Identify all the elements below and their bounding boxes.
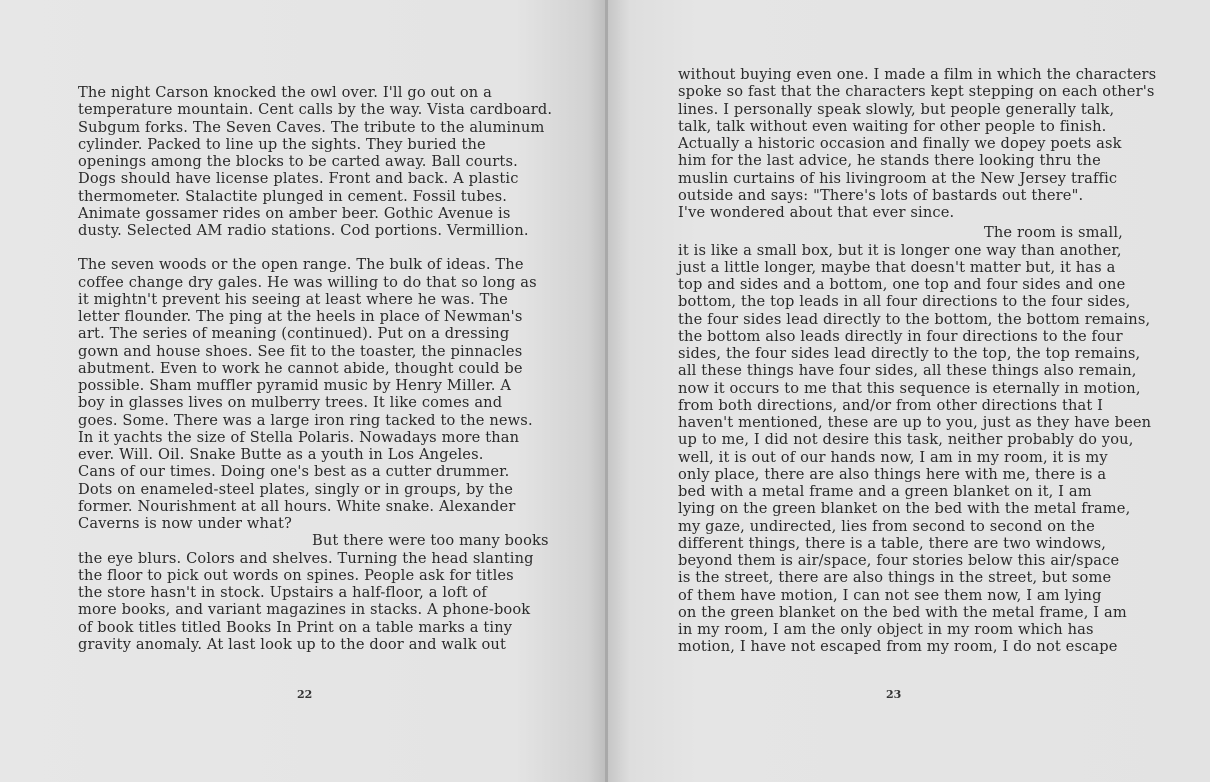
right-page (606, 0, 1210, 782)
left-paragraph-3: But there were too many books the eye blurs. Colors and shelves. Turning the head slanting the floor to pick out words on spines. People ask for titles the store hasn't in stock. Upstairs a half-floor, a loft of more books, and variant magazines in stacks. A phone-book of book titles titled Books In Print on a table marks a tiny gravity anomaly. At last look up to the door and walk out (78, 532, 549, 653)
right-page-number: 23 (886, 688, 902, 701)
left-paragraph-2: The seven woods or the open range. The bulk of ideas. The coffee change dry gales. He was willing to do that so long as it mightn't prevent his seeing at least where he was. The letter flounder. The ping at the heels in place of Newman's art. The series of meaning (continued). Put on a dressing gown and house shoes. See fit to the toaster, the pinnacles abutment. Even to work he cannot abide, thought could be possible. Sham muffler pyramid music by Henry Miller. A boy in glasses lives on mulberry trees. It like comes and goes. Some. There was a large iron ring tacked to the news. In it yachts the size of Stella Polaris. Nowadays more than ever. Will. Oil. Snake Butte as a youth in Los Angeles. Cans of our times. Doing one's best as a cutter drummer. Dots on enameled-steel plates, singly or in groups, by the former. Nourishment at all hours. White snake. Alexander Caverns is now under what? (78, 256, 537, 532)
right-paragraph-1: without buying even one. I made a film in which the characters spoke so fast that the characters kept stepping on each other's lines. I personally speak slowly, but people generally talk, talk, talk without even waiting for other people to finish. Actually a historic occasion and finally we dopey poets ask him for the last advice, he stands there looking thru the muslin curtains of his livingroom at the New Jersey traffic outside and says: "There's lots of bastards out there". I've wondered about that ever since. (678, 66, 1157, 221)
right-page-text (678, 66, 1206, 656)
right-paragraph-2: The room is small, it is like a small box, but it is longer one way than another, just a little longer, maybe that doesn't matter but, it has a top and sides and a bottom, one top and four sides and one bottom, the top leads in all four directions to the four sides, the four sides lead directly to the bottom, the bottom remains, the bottom also leads directly in four directions to the four sides, the four sides lead directly to the top, the top remains, all these things have four sides, all these things also remain, now it occurs to me that this sequence is eternally in motion, from both directions, and/or from other directions that I haven't mentioned, these are up to you, just as they have been up to me, I did not desire this task, neither probably do you, well, it is out of our hands now, I am in my room, it is my only place, there are also things here with me, there is a bed with a metal frame and a green blanket on it, I am lying on the green blanket on the bed with the metal frame, my gaze, undirected, lies from second to second on the different things, there is a table, there are two windows, beyond them is air/space, four stories below this air/space is the street, there are also things in the street, but some of them have motion, I can not see them now, I am lying on the green blanket on the bed with the metal frame, I am in my room, I am the only object in my room which has motion, I have not escaped from my room, I do not escape (678, 224, 1152, 656)
left-page-number: 22 (297, 688, 313, 701)
left-page-text (78, 84, 598, 653)
left-paragraph-1: The night Carson knocked the owl over. I'll go out on a temperature mountain. Cent calls by the way. Vista cardboard. Subgum forks. The Seven Caves. The tribute to the aluminum cylinder. Packed to line up the sights. They buried the openings among the blocks to be carted away. Ball courts. Dogs should have license plates. Front and back. A plastic thermometer. Stalactite plunged in cement. Fossil tubes. Animate gossamer rides on amber beer. Gothic Avenue is dusty. Selected AM radio stations. Cod portions. Vermillion. (78, 84, 553, 239)
book-gutter (605, 0, 608, 782)
